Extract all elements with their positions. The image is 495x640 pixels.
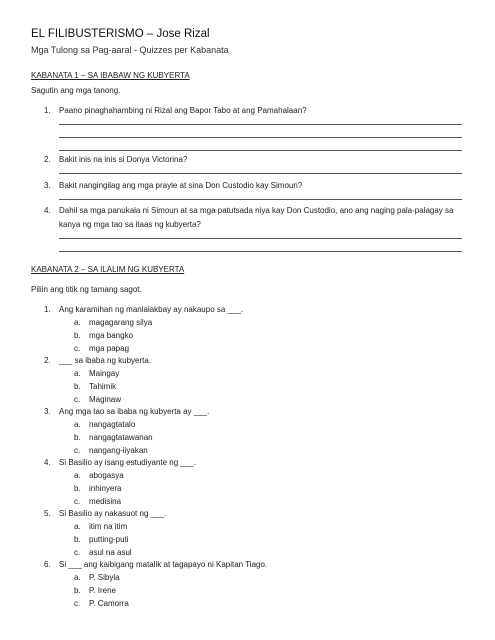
option-letter: a.	[74, 420, 81, 429]
option-letter: b.	[74, 382, 81, 391]
option-text[interactable]: Maginaw	[89, 395, 122, 404]
question-text: Paano pinaghahambing ni Rizal ang Bapor Tabo at ang Pamahalaan?	[59, 106, 307, 115]
option-letter: c.	[74, 599, 81, 608]
question-text: ___ sa ibaba ng kubyerta.	[59, 356, 152, 365]
option-text[interactable]: putting-puti	[89, 535, 129, 544]
question-number: 1.	[44, 106, 51, 115]
option-letter: c.	[74, 446, 81, 455]
option-letter: b.	[74, 331, 81, 340]
option-text[interactable]: medisina	[89, 497, 122, 506]
kabanata-2-instruction: Piliin ang titik ng tamang sagot.	[31, 285, 142, 294]
option-letter: b.	[74, 484, 81, 493]
option-text[interactable]: nangang-iiyakan	[89, 446, 148, 455]
option-letter: b.	[74, 586, 81, 595]
question-text: Bakit nangingilag ang mga prayle at sina Don Custodio kay Simoun?	[59, 181, 303, 190]
option-text[interactable]: Tahimik	[89, 382, 117, 391]
option-letter: a.	[74, 522, 81, 531]
question-number: 3.	[44, 181, 51, 190]
option-text[interactable]: mga bangko	[89, 331, 134, 340]
kabanata-2-heading: KABANATA 2 – SA ILALIM NG KUBYERTA	[31, 265, 185, 274]
answer-line[interactable]	[59, 150, 462, 151]
kabanata-1-instruction: Sagutin ang mga tanong.	[31, 86, 121, 95]
option-letter: c.	[74, 344, 81, 353]
option-text[interactable]: asul na asul	[89, 548, 132, 557]
option-letter: b.	[74, 433, 81, 442]
answer-line[interactable]	[59, 238, 462, 239]
question-text: Si Basilio ay nakasuot ng ___.	[59, 509, 167, 518]
document-subtitle: Mga Tulong sa Pag-aaral - Quizzes per Kabanata	[31, 45, 229, 55]
answer-line[interactable]	[59, 251, 462, 252]
option-text[interactable]: inhinyera	[89, 484, 122, 493]
option-text[interactable]: Maingay	[89, 369, 120, 378]
kabanata-1-heading: KABANATA 1 – SA IBABAW NG KUBYERTA	[31, 71, 190, 80]
option-text[interactable]: itim na itim	[89, 522, 128, 531]
answer-line[interactable]	[59, 124, 462, 125]
question-number: 2.	[44, 155, 51, 164]
option-text[interactable]: abogasya	[89, 471, 124, 480]
question-text: Si ___ ang kaibigang matalik at tagapayo ni Kapitan Tiago.	[59, 560, 268, 569]
option-letter: c.	[74, 548, 81, 557]
question-number: 4.	[44, 458, 51, 467]
question-text-line-1: Dahil sa mga panukala ni Simoun at sa mga patutsada niya kay Don Custodio, ano ang naging pala-palagay sa	[59, 206, 454, 215]
question-text: Ang karamihan ng manlalakbay ay nakaupo sa ___.	[59, 305, 244, 314]
answer-line[interactable]	[59, 173, 462, 174]
option-text[interactable]: magagarang silya	[89, 318, 153, 327]
answer-line[interactable]	[59, 137, 462, 138]
option-letter: b.	[74, 535, 81, 544]
option-letter: c.	[74, 497, 81, 506]
question-text-line-2: kanya ng mga tao sa itaas ng kubyerta?	[59, 220, 201, 229]
question-number: 4.	[44, 206, 51, 215]
option-text[interactable]: P. Camorra	[89, 599, 129, 608]
question-number: 3.	[44, 407, 51, 416]
option-letter: a.	[74, 573, 81, 582]
option-text[interactable]: P. Sibyla	[89, 573, 120, 582]
answer-line[interactable]	[59, 199, 462, 200]
option-text[interactable]: mga papag	[89, 344, 130, 353]
option-text[interactable]: nangagtatawanan	[89, 433, 153, 442]
question-text: Si Basilio ay isang estudiyante ng ___.	[59, 458, 196, 467]
option-letter: a.	[74, 369, 81, 378]
option-text[interactable]: nangagtatalo	[89, 420, 136, 429]
option-letter: a.	[74, 471, 81, 480]
document-title: EL FILIBUSTERISMO – Jose Rizal	[31, 28, 210, 40]
question-text: Bakit inis na inis si Donya Victorina?	[59, 155, 188, 164]
question-number: 2.	[44, 356, 51, 365]
question-number: 5.	[44, 509, 51, 518]
option-letter: c.	[74, 395, 81, 404]
option-letter: a.	[74, 318, 81, 327]
question-number: 1.	[44, 305, 51, 314]
option-text[interactable]: P. Irene	[89, 586, 116, 595]
question-number: 6.	[44, 560, 51, 569]
question-text: Ang mga tao sa ibaba ng kubyerta ay ___.	[59, 407, 210, 416]
